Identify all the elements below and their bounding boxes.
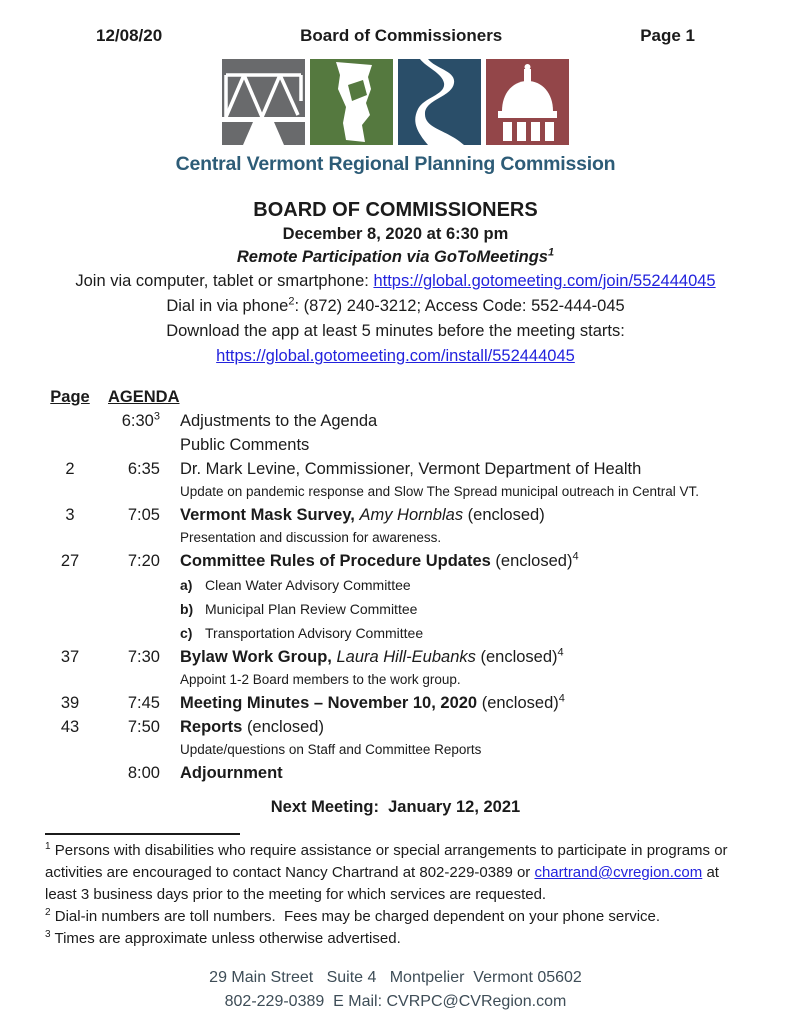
footer-contact: 802-229-0389 E Mail: CVRPC@CVRegion.com — [224, 993, 567, 1010]
footnote-ref-4: 4 — [572, 550, 579, 563]
page-footer — [0, 966, 791, 1014]
page-header — [0, 0, 791, 46]
agenda-item-description: Update on pandemic response and Slow The Spread municipal outreach in Central VT. — [180, 484, 700, 499]
agenda-page-number: 2 — [65, 460, 75, 478]
agenda-header-row — [45, 385, 751, 409]
footnote-1: $^1$ Persons with disabilities who require assistance or special arrangements to participate in programs or activities are encouraged to contact Nancy Chartrand at 802-229-0389 or chartrand@cvregion.com at least 3 business days prior to the meeting for which services are requested. — [45, 841, 728, 903]
remote-participation-line: Remote Participation via GoToMeetings$^1$ — [236, 246, 555, 266]
agenda-page-number: 39 — [60, 694, 80, 712]
footnote-email-link[interactable]: chartrand@cvregion.com — [534, 864, 703, 881]
logo-panels — [222, 59, 569, 145]
agenda-page-column-header: Page — [50, 388, 90, 406]
footnote-ref-4: 4 — [558, 692, 565, 705]
agenda-subitem: c) Transportation Advisory Committee — [180, 625, 424, 641]
logo-org-name: Central Vermont Regional Planning Commission — [175, 153, 616, 175]
agenda-item-title: Reports (enclosed) — [180, 718, 324, 736]
meeting-title: BOARD OF COMMISSIONERS — [253, 199, 538, 221]
agenda-item-title: Meeting Minutes – November 10, 2020 (enclosed)$^4$ — [180, 692, 565, 712]
install-app-link[interactable]: https://global.gotomeeting.com/install/552444045 — [216, 347, 575, 365]
dial-line: Dial in via phone$^2$: (872) 240-3212; Access Code: 552-444-045 — [166, 295, 625, 315]
agenda-row — [45, 645, 751, 669]
footnote-ref-3: 3 — [153, 410, 160, 423]
agenda-item-title: Dr. Mark Levine, Commissioner, Vermont Department of Health — [180, 460, 642, 478]
agenda-time: 6:35 — [127, 460, 160, 478]
agenda-time: 7:45 — [127, 694, 160, 712]
agenda-subrow — [45, 481, 751, 503]
agenda-time: $6:30^3$ — [121, 410, 160, 430]
river-icon — [398, 59, 481, 145]
agenda-page-number: 43 — [60, 718, 80, 736]
install-line — [0, 344, 791, 369]
footnote-ref-4: 4 — [557, 646, 564, 659]
agenda-row — [45, 761, 751, 785]
footnotes-section — [0, 840, 791, 950]
agenda-row — [45, 457, 751, 481]
agenda-row — [45, 715, 751, 739]
agenda-item-title: Adjustments to the Agenda — [180, 412, 378, 430]
agenda-time: 7:20 — [127, 552, 160, 570]
agenda-subrow — [45, 527, 751, 549]
agenda-time: 7:30 — [127, 648, 160, 666]
meeting-datetime: December 8, 2020 at 6:30 pm — [282, 225, 509, 243]
agenda-time: 7:05 — [127, 506, 160, 524]
agenda-item-description: Presentation and discussion for awareness. — [180, 530, 442, 545]
agenda-page-number: 27 — [60, 552, 80, 570]
agenda-subrow — [45, 573, 751, 597]
agenda-row — [45, 433, 751, 457]
join-line: Join via computer, tablet or smartphone: https://global.gotomeeting.com/join/552444045 — [75, 272, 716, 290]
agenda-item-title: Vermont Mask Survey, Amy Hornblas (enclosed) — [180, 506, 545, 524]
footnote-separator — [45, 833, 240, 835]
footnote-ref-2: 2 — [288, 295, 295, 308]
cvrpc-logo — [0, 59, 791, 176]
agenda-subrow — [45, 739, 751, 761]
agenda-row — [45, 549, 751, 573]
agenda-item-description: Appoint 1-2 Board members to the work group. — [180, 672, 461, 687]
agenda-subrow — [45, 669, 751, 691]
agenda-item-title: Adjournment — [180, 764, 283, 782]
covered-bridge-icon — [222, 59, 305, 145]
footer-address: 29 Main Street Suite 4 Montpelier Vermont 05602 — [209, 969, 582, 986]
agenda-row — [45, 691, 751, 715]
footnote-3: $^3$ Times are approximate unless otherwise advertised. — [45, 929, 401, 947]
agenda-item-title: Bylaw Work Group, Laura Hill-Eubanks (enclosed)$^4$ — [180, 646, 564, 666]
agenda-subrow — [45, 621, 751, 645]
footnote-2: $^2$ Dial-in numbers are toll numbers. Fees may be charged dependent on your phone service. — [45, 907, 661, 925]
agenda-row — [45, 503, 751, 527]
next-meeting-line: Next Meeting: January 12, 2021 — [270, 798, 521, 816]
agenda-item-title: Committee Rules of Procedure Updates (enclosed)$^4$ — [180, 550, 579, 570]
agenda-subitem: b) Municipal Plan Review Committee — [180, 601, 418, 617]
header-date: 12/08/20 — [96, 26, 163, 45]
header-page-number: Page 1 — [640, 26, 695, 45]
agenda-time: 7:50 — [127, 718, 160, 736]
agenda-subrow — [45, 597, 751, 621]
agenda-section — [0, 385, 791, 785]
download-line: Download the app at least 5 minutes before the meeting starts: — [166, 322, 625, 340]
join-meeting-link[interactable]: https://global.gotomeeting.com/join/552444045 — [373, 272, 716, 290]
agenda-subitem: a) Clean Water Advisory Committee — [180, 577, 411, 593]
agenda-page-number: 3 — [65, 506, 75, 524]
agenda-item-title: Public Comments — [180, 436, 310, 454]
agenda-row — [45, 409, 751, 433]
capitol-dome-icon — [486, 59, 569, 145]
agenda-time: 8:00 — [127, 764, 160, 782]
agenda-column-header: AGENDA — [108, 388, 180, 406]
header-title: Board of Commissioners — [300, 26, 503, 45]
agenda-page-number: 37 — [60, 648, 80, 666]
vermont-map-icon — [310, 59, 393, 145]
footnote-ref-1: 1 — [547, 246, 555, 259]
agenda-item-description: Update/questions on Staff and Committee Reports — [180, 742, 482, 757]
